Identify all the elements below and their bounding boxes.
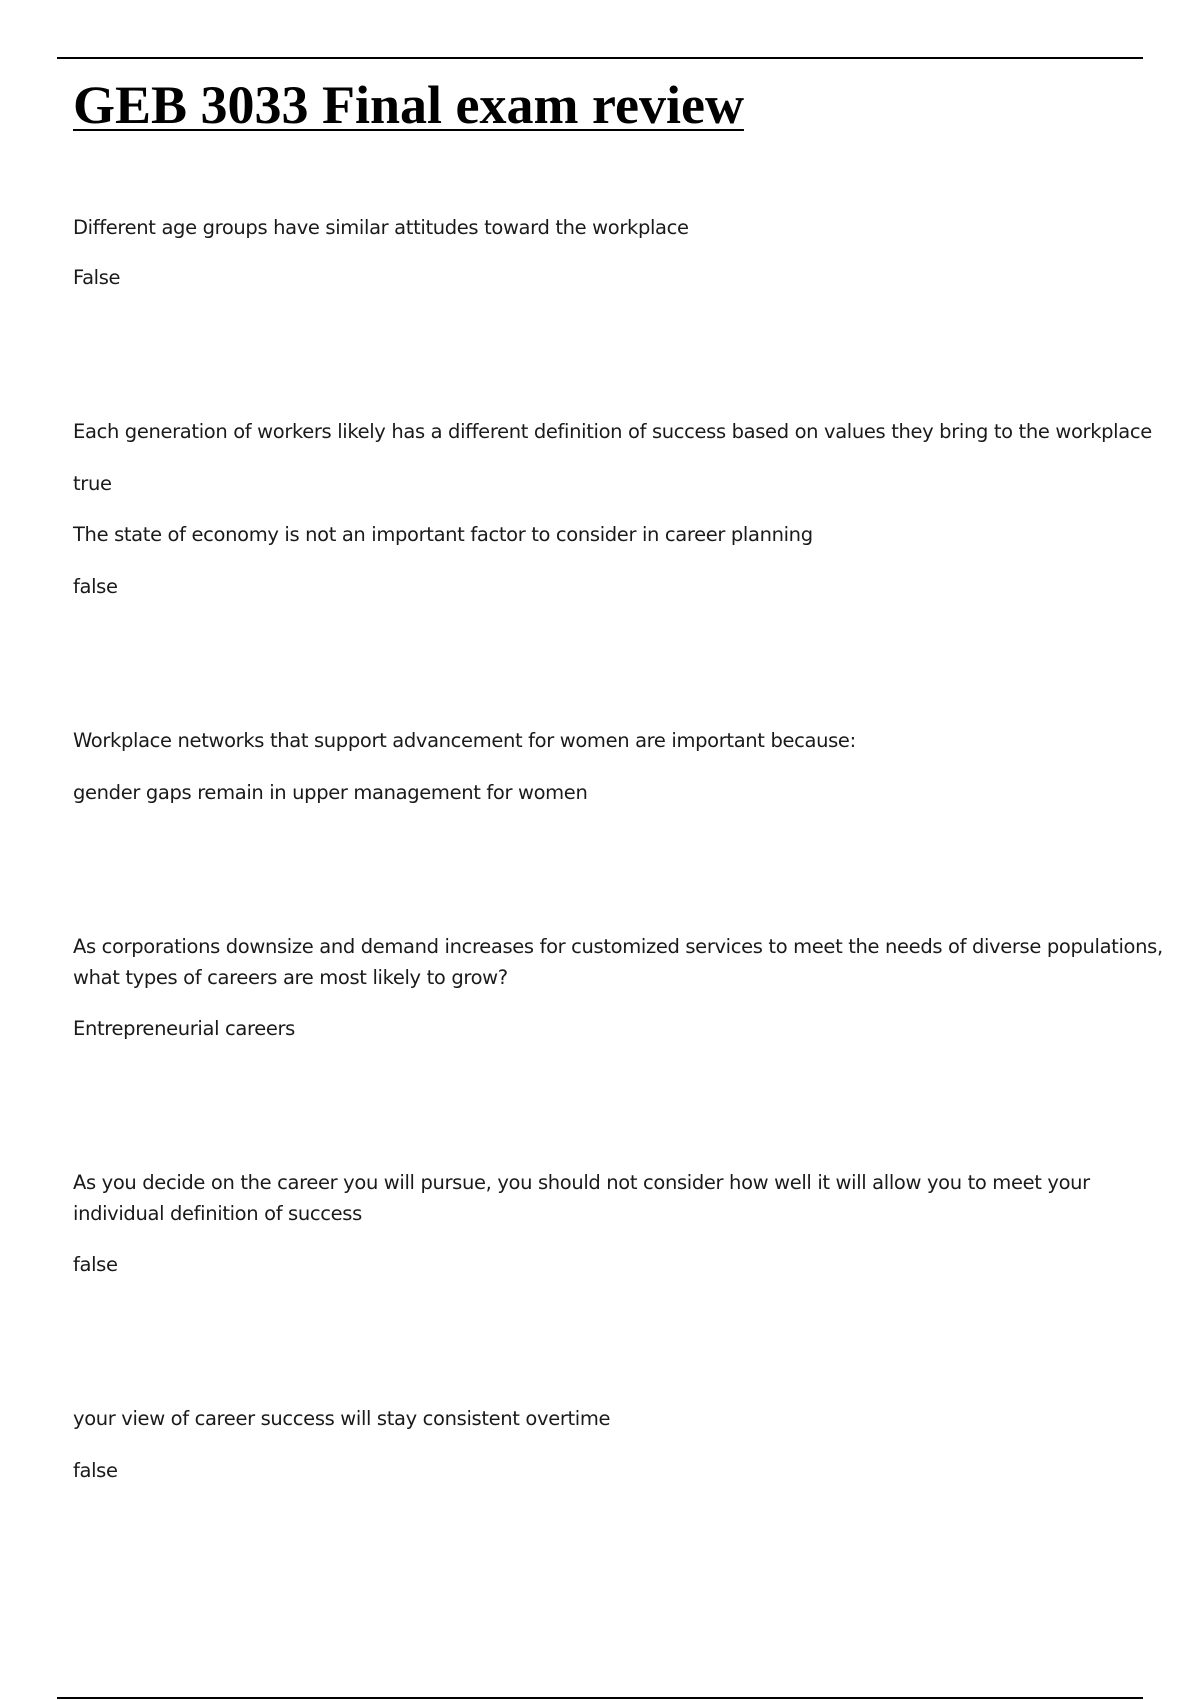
answer-4: gender gaps remain in upper management for women [73,781,588,804]
answer-2: true [73,472,112,495]
document-title: GEB 3033 Final exam review [73,75,744,135]
question-7: your view of career success will stay consistent overtime [73,1407,611,1430]
question-2: Each generation of workers likely has a different definition of success based on values they bring to the workplace [73,420,1152,443]
question-4: Workplace networks that support advancement for women are important because: [73,729,856,752]
question-3: The state of economy is not an important factor to consider in career planning [73,523,813,546]
top-rule [57,57,1143,59]
answer-5: Entrepreneurial careers [73,1017,295,1040]
bottom-rule [57,1697,1143,1699]
question-1: Different age groups have similar attitudes toward the workplace [73,216,689,239]
answer-7: false [73,1459,118,1482]
question-5: As corporations downsize and demand increases for customized services to meet the needs of diverse populations, what types of careers are most likely to grow? [73,935,1163,989]
question-6: As you decide on the career you will pursue, you should not consider how well it will allow you to meet your individual definition of success [73,1171,1090,1225]
answer-6: false [73,1253,118,1276]
answer-1: False [73,266,121,289]
answer-3: false [73,575,118,598]
